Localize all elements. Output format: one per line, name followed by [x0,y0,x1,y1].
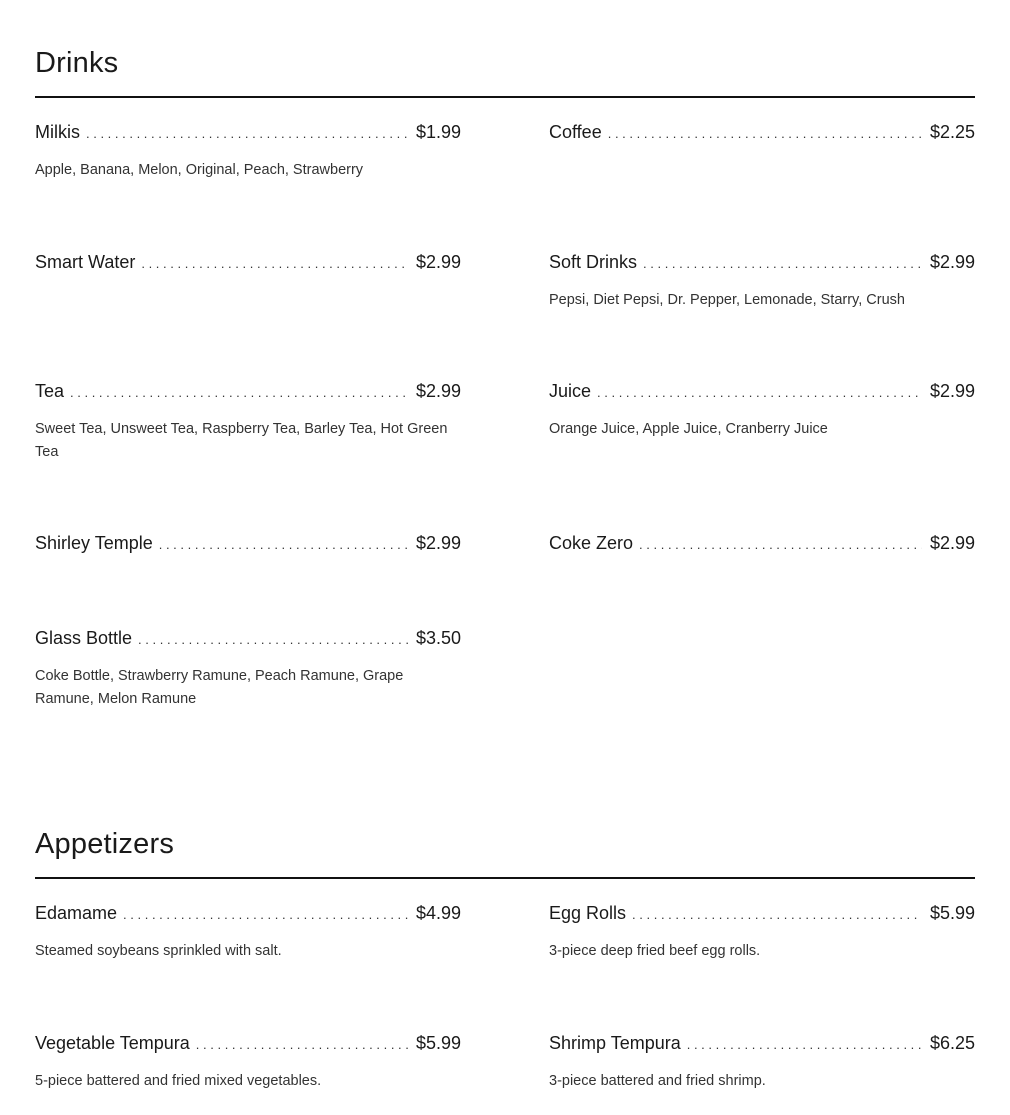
item-price: $5.99 [929,903,975,923]
dot-leader [86,122,408,146]
dot-leader [123,903,408,927]
item-price: $2.99 [415,252,461,272]
item-description: 3-piece deep fried beef egg rolls. [549,943,761,959]
item-name: Egg Rolls [549,903,627,923]
item-price: $1.99 [415,122,461,142]
item-description: Pepsi, Diet Pepsi, Dr. Pepper, Lemonade, Starry, Crush [549,292,905,308]
section-title-appetizers: Appetizers [35,828,175,860]
menu-item-shirley-temple [35,531,461,557]
item-name: Shirley Temple [35,533,153,553]
dot-leader [639,533,922,557]
appetizers-section [35,826,975,1089]
menu-item-tea [35,379,461,464]
dot-leader [141,252,408,276]
item-price: $2.99 [929,381,975,401]
menu-item-soft-drinks [549,250,975,312]
dot-leader [608,122,922,146]
dot-leader [138,628,408,652]
dot-leader [643,252,922,276]
menu-item-shrimp-tempura [549,1031,975,1093]
drinks-section [35,45,975,707]
item-description: Orange Juice, Apple Juice, Cranberry Juice [549,421,828,437]
item-description: 3-piece battered and fried shrimp. [549,1073,766,1089]
item-price: $6.25 [929,1033,975,1053]
dot-leader [632,903,922,927]
item-name: Vegetable Tempura [35,1033,190,1053]
item-price: $5.99 [415,1033,461,1053]
item-description: Steamed soybeans sprinkled with salt. [35,943,282,959]
section-divider [35,96,975,98]
menu-item-coffee [549,120,975,146]
item-price: $3.50 [415,628,461,648]
dot-leader [70,381,408,405]
section-title-drinks: Drinks [35,47,119,79]
item-description: Coke Bottle, Strawberry Ramune, Peach Ramune, Grape Ramune, Melon Ramune [35,668,404,707]
item-name: Shrimp Tempura [549,1033,681,1053]
menu-item-coke-zero [549,531,975,557]
item-name: Coffee [549,122,602,142]
item-name: Milkis [35,122,80,142]
menu-item-egg-rolls [549,901,975,963]
item-description: Sweet Tea, Unsweet Tea, Raspberry Tea, Barley Tea, Hot Green Tea [35,421,448,460]
dot-leader [687,1033,922,1057]
item-description: 5-piece battered and fried mixed vegetables. [35,1073,322,1089]
menu-item-smart-water [35,250,461,276]
menu-item-milkis [35,120,461,182]
item-name: Juice [549,381,592,401]
menu-item-vegetable-tempura [35,1031,461,1093]
item-name: Soft Drinks [549,252,638,272]
item-description: Apple, Banana, Melon, Original, Peach, Strawberry [35,162,364,178]
item-price: $4.99 [415,903,461,923]
item-price: $2.99 [929,252,975,272]
menu-item-juice [549,379,975,441]
section-divider [35,877,975,879]
menu-item-edamame [35,901,461,963]
item-name: Edamame [35,903,118,923]
menu-item-glass-bottle [35,626,461,711]
dot-leader [196,1033,408,1057]
item-name: Glass Bottle [35,628,133,648]
item-price: $2.99 [415,533,461,553]
item-name: Coke Zero [549,533,634,553]
item-price: $2.99 [415,381,461,401]
item-price: $2.99 [929,533,975,553]
dot-leader [159,533,408,557]
item-name: Smart Water [35,252,136,272]
item-price: $2.25 [929,122,975,142]
item-name: Tea [35,381,65,401]
dot-leader [597,381,922,405]
